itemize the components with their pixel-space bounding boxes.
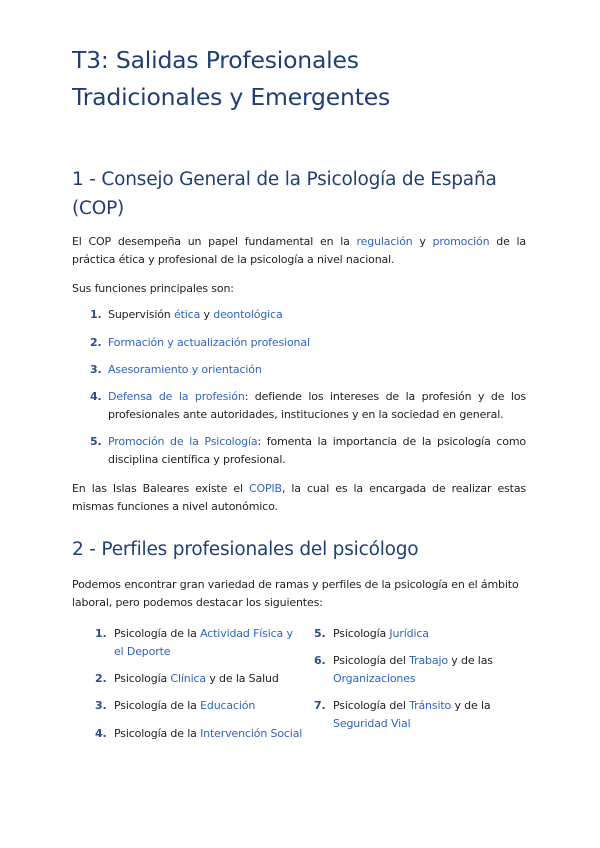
list-item — [314, 652, 526, 697]
list-item — [95, 697, 303, 725]
list-number: 1. — [95, 627, 107, 640]
item-text: Psicología — [333, 627, 390, 640]
item-text: Psicología del — [333, 654, 410, 667]
link-clinica[interactable]: Clínica — [170, 672, 206, 685]
link-actividad-fisica[interactable]: Actividad Física y el Deporte — [114, 627, 293, 658]
profiles-list-right — [314, 625, 526, 742]
link-seguridad-vial[interactable]: Seguridad Vial — [333, 717, 411, 730]
section-2-heading: 2 - Perfiles profesionales del psicólogo — [72, 539, 419, 560]
list-item — [314, 697, 526, 742]
page-title-line-2: Tradicionales y Emergentes — [72, 83, 391, 111]
list-item — [95, 725, 303, 770]
intro-text-1: El COP desempeña un papel fundamental en la — [72, 235, 357, 248]
list-item — [90, 334, 526, 361]
list-item — [90, 388, 526, 433]
list-item — [90, 306, 526, 334]
link-promocion-psicologia[interactable]: Promoción de la Psicología — [108, 435, 258, 448]
section-2-intro: Podemos encontrar gran variedad de ramas y perfiles de la psicología en el ámbito laboral, pero podemos destacar los siguientes: — [72, 578, 519, 609]
link-copib[interactable]: COPIB — [248, 482, 282, 495]
list-number: 2. — [90, 336, 102, 349]
link-etica[interactable]: ética — [173, 308, 201, 321]
closing-text-1: En las Islas Baleares existe el — [72, 482, 249, 495]
section-1-heading-line-2: (COP) — [72, 198, 125, 219]
list-number: 1. — [90, 308, 102, 321]
item-text: Supervisión — [108, 308, 174, 321]
list-number: 7. — [314, 699, 326, 712]
list-item — [314, 625, 526, 652]
item-text: Psicología de la — [114, 699, 201, 712]
link-formacion[interactable]: Formación y actualización profesional — [108, 336, 310, 349]
item-text: y de la — [451, 699, 491, 712]
link-intervencion-social[interactable]: Intervención Social — [200, 727, 303, 740]
list-number: 3. — [95, 699, 107, 712]
closing-text-2: , la cual es la encargada de realizar estas mismas funciones a nivel autonómico. — [72, 482, 527, 513]
list-number: 3. — [90, 363, 102, 376]
section-1-closing — [72, 480, 526, 516]
link-organizaciones[interactable]: Organizaciones — [333, 672, 416, 685]
link-transito[interactable]: Tránsito — [409, 699, 452, 712]
functions-list — [90, 306, 526, 477]
list-item — [95, 625, 303, 670]
section-1-intro — [72, 233, 526, 269]
item-text: : defiende los intereses de la profesión y de los profesionales ante autoridades, instituciones y en la sociedad en general. — [108, 390, 526, 421]
link-trabajo[interactable]: Trabajo — [409, 654, 448, 667]
item-text: Psicología de la — [114, 727, 201, 740]
link-juridica[interactable]: Jurídica — [389, 627, 429, 640]
item-text: Psicología de la — [114, 627, 201, 640]
page-title — [72, 42, 526, 116]
list-number: 2. — [95, 672, 107, 685]
item-text: Psicología del — [333, 699, 410, 712]
list-number: 5. — [90, 435, 102, 448]
list-number: 4. — [90, 390, 102, 403]
item-text: Psicología — [114, 672, 171, 685]
link-promocion[interactable]: promoción — [432, 235, 490, 248]
functions-lead: Sus funciones principales son: — [72, 282, 234, 295]
profiles-list-left — [95, 625, 303, 770]
list-item — [95, 670, 303, 697]
link-deontologica[interactable]: deontológica — [213, 308, 283, 321]
section-1-heading — [72, 165, 526, 223]
intro-text-3: de la práctica ética y profesional de la psicología a nivel nacional. — [72, 235, 526, 266]
item-text: y de las — [447, 654, 493, 667]
intro-text-2: y — [412, 235, 433, 248]
item-text: : fomenta la importancia de la psicología como disciplina científica y profesional. — [108, 435, 526, 466]
list-item — [90, 361, 526, 388]
page-title-line-1: T3: Salidas Profesionales — [72, 46, 359, 74]
list-number: 5. — [314, 627, 326, 640]
link-asesoramiento[interactable]: Asesoramiento y orientación — [108, 363, 262, 376]
list-item — [90, 433, 526, 477]
link-regulacion[interactable]: regulación — [356, 235, 413, 248]
link-defensa[interactable]: Defensa de la profesión — [108, 390, 245, 403]
list-number: 4. — [95, 727, 107, 740]
item-text: y de la Salud — [205, 672, 279, 685]
link-educacion[interactable]: Educación — [200, 699, 256, 712]
list-number: 6. — [314, 654, 326, 667]
section-1-heading-line-1: 1 - Consejo General de la Psicología de España — [72, 169, 497, 190]
item-text: y — [200, 308, 214, 321]
